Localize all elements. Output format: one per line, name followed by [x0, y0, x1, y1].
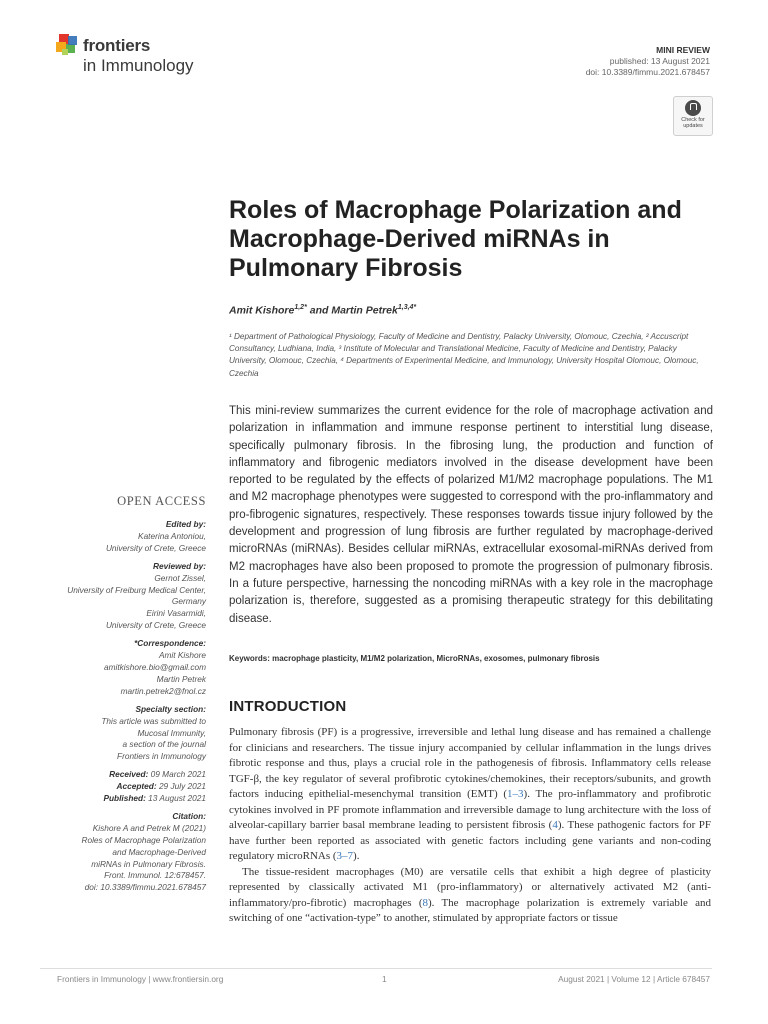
corr-2-email[interactable]: martin.petrek2@fnol.cz	[120, 685, 206, 696]
p1-text-a: Pulmonary fibrosis (PF) is a progressive, irreversible and lethal lung disease and has remained a challenge for clinicians and researchers. The tissue injury accompanied by cellular inflammation in the lungs drives fibrotic response and thus, plays a crucial role in the pathogenesis of fibrosis. Inflammatory cells release TGF-β, the key regulator of several profibrotic cytokines/chemokines, their receptors/subunits, and growth factors inducing epithelial-mesenchymal transition (EMT) (	[229, 726, 711, 800]
citation-line-1: Kishore A and Petrek M (2021)	[92, 822, 206, 833]
corr-2-name: Martin Petrek	[156, 673, 206, 684]
reviewer-1-affiliation: University of Freiburg Medical Center,	[67, 584, 206, 595]
accepted-row	[40, 781, 206, 793]
reviewer-1-country: Germany	[171, 596, 206, 607]
citation-line-6[interactable]: doi: 10.3389/fimmu.2021.678457	[84, 882, 206, 893]
published-label: Published:	[103, 793, 146, 804]
citation-link-2[interactable]: 4	[552, 819, 558, 831]
article-title: Roles of Macrophage Polarization and Macrophage-Derived miRNAs in Pulmonary Fibrosis	[229, 196, 682, 282]
specialty-line-2: Mucosal Immunity,	[137, 727, 206, 738]
author-1-affil: 1,2*	[294, 304, 307, 311]
journal-logo[interactable]	[56, 34, 226, 84]
specialty-line-4: Frontiers in Immunology	[117, 751, 206, 762]
accepted-date: 29 July 2021	[156, 781, 206, 792]
author-1[interactable]: Amit Kishore	[229, 304, 295, 317]
affiliations: ¹ Department of Pathological Physiology, Faculty of Medicine and Dentistry, Palacky University, Olomouc, Czechia, ² Accuscript Consultancy, Ludhiana, India, ³ Institute of Molecular and Translational Medicine, Faculty of Medicine and Dentistry, Palacky University, Olomouc, Czechia, ⁴ Departments of Experimental Medicine, and Immunology, University Hospital Olomouc, Olomouc, Czechia	[229, 332, 699, 378]
citation-heading: Citation:	[172, 810, 206, 821]
section-heading-introduction: INTRODUCTION	[229, 698, 347, 715]
brand-name: frontiers	[83, 36, 151, 55]
article-doi[interactable]: doi: 10.3389/fimmu.2021.678457	[585, 67, 710, 77]
reviewer-1-name: Gernot Zissel,	[154, 572, 206, 583]
edited-by-heading: Edited by:	[165, 519, 206, 529]
editor-name: Katerina Antoniou,	[138, 530, 206, 541]
citation-line-2: Roles of Macrophage Polarization	[81, 834, 206, 845]
citation-line-4: miRNAs in Pulmonary Fibrosis.	[91, 858, 206, 869]
check-updates-label-1: Check for	[681, 117, 705, 123]
editor-affiliation: University of Crete, Greece	[105, 542, 206, 553]
reviewed-by-section	[40, 561, 206, 632]
specialty-line-1: This article was submitted to	[101, 715, 206, 726]
corr-1-name: Amit Kishore	[158, 650, 206, 661]
published-date-sidebar: 13 August 2021	[145, 793, 206, 804]
author-2[interactable]: Martin Petrek	[331, 304, 398, 317]
received-label: Received:	[109, 769, 149, 780]
received-date: 09 March 2021	[148, 769, 206, 780]
keywords: Keywords: macrophage plasticity, M1/M2 polarization, MicroRNAs, exosomes, pulmonary fibrosis	[229, 654, 600, 663]
author-list	[229, 304, 416, 317]
published-row	[40, 793, 206, 805]
article-info-sidebar	[40, 519, 206, 900]
paragraph-1	[229, 725, 711, 865]
p2-text-b: ). The macrophage polarization is extremely variable and switching of one “activation-type” to another, stimulated by appropriate factors or tissue	[229, 896, 711, 924]
edited-by-section	[40, 519, 206, 555]
citation-link-3[interactable]: 3–7	[336, 850, 354, 862]
accepted-label: Accepted:	[116, 781, 157, 792]
footer-journal-link[interactable]: Frontiers in Immunology | www.frontiersin.org	[57, 974, 224, 984]
frontiers-logo-icon	[56, 34, 80, 58]
corr-1-email[interactable]: amitkishore.bio@gmail.com	[103, 661, 206, 672]
check-for-updates-button[interactable]	[673, 96, 713, 136]
footer-issue-info: August 2021 | Volume 12 | Article 678457	[558, 974, 710, 984]
article-meta	[586, 45, 710, 78]
published-date: published: 13 August 2021	[609, 56, 710, 66]
citation-line-3: and Macrophage-Derived	[112, 846, 206, 857]
citation-link-4[interactable]: 8	[422, 896, 428, 909]
page-number: 1	[382, 974, 387, 984]
p2-text-a: The tissue-resident macrophages (M0) are versatile cells that exhibit a high degree of plasticity represented by classically activated M1 (pro-inflammatory) or alternatively activated M2 (anti-inflammatory/pro-fibrotic) macrophages (	[229, 865, 711, 909]
footer-divider	[40, 968, 712, 969]
journal-name: in Immunology	[83, 56, 194, 75]
paragraph-2	[229, 865, 711, 927]
correspondence-heading: *Correspondence:	[134, 638, 206, 649]
abstract: This mini-review summarizes the current evidence for the role of macrophage activation and polarization in inflammation and immune response pertinent to interstitial lung disease, specifically pulmonary fibrosis. In the fibrosing lung, the production and function of inflammatory and fibrogenic mediators involved in the disease development have been reported to be regulated by the effects of polarized M1/M2 macrophage populations. The M1 and M2 macrophage phenotypes were suggested to correspond with the pro-inflammatory and pro-fibrogenic signatures, respectively. These responses towards tissue injury followed by the development and progression of lung fibrosis are further regulated by macrophage-derived microRNAs (miRNAs). Besides cellular miRNAs, extracellular exosomal-miRNAs derived from M2 macrophages have also been proposed to promote the progression of pulmonary fibrosis. In a future perspective, harnessing the noncoding miRNAs with a key role in the macrophage polarization is, therefore, suggested as a promising therapeutic strategy for this debilitating disease.	[229, 405, 713, 625]
specialty-section	[40, 704, 206, 764]
dates-section	[40, 769, 206, 805]
article-type: MINI REVIEW	[656, 45, 710, 55]
introduction-body	[229, 725, 711, 927]
citation-line-5: Front. Immunol. 12:678457.	[104, 870, 206, 881]
author-2-affil: 1,3,4*	[397, 304, 417, 311]
reviewed-by-heading: Reviewed by:	[152, 560, 206, 571]
check-updates-label-2: updates	[683, 123, 703, 129]
correspondence-section	[40, 638, 206, 698]
citation-section	[40, 811, 206, 894]
open-access-label: OPEN ACCESS	[117, 494, 206, 508]
specialty-heading: Specialty section:	[135, 703, 206, 714]
reviewer-2-affiliation: University of Crete, Greece	[105, 620, 206, 631]
specialty-line-3: a section of the journal	[122, 739, 206, 750]
citation-link-1[interactable]: 1–3	[507, 788, 524, 800]
p1-text-b: ). The pro-inflammatory and profibrotic cytokines involved in PF promote inflammation and irreversible damage to lung architecture with the loss of alveolar-capillary barrier basal membrane leading to persistent fibrosis (	[229, 788, 711, 831]
p1-text-c: ). These pathogenic factors for PF have further been reported as associated with genetic factors including gene variants and non-coding regulatory microRNAs (	[229, 819, 711, 862]
p1-text-d: ).	[353, 850, 360, 862]
author-separator: and	[306, 304, 332, 317]
reviewer-2-name: Eirini Vasarmidi,	[146, 608, 206, 619]
check-for-updates-icon	[685, 100, 701, 116]
received-row	[40, 769, 206, 781]
